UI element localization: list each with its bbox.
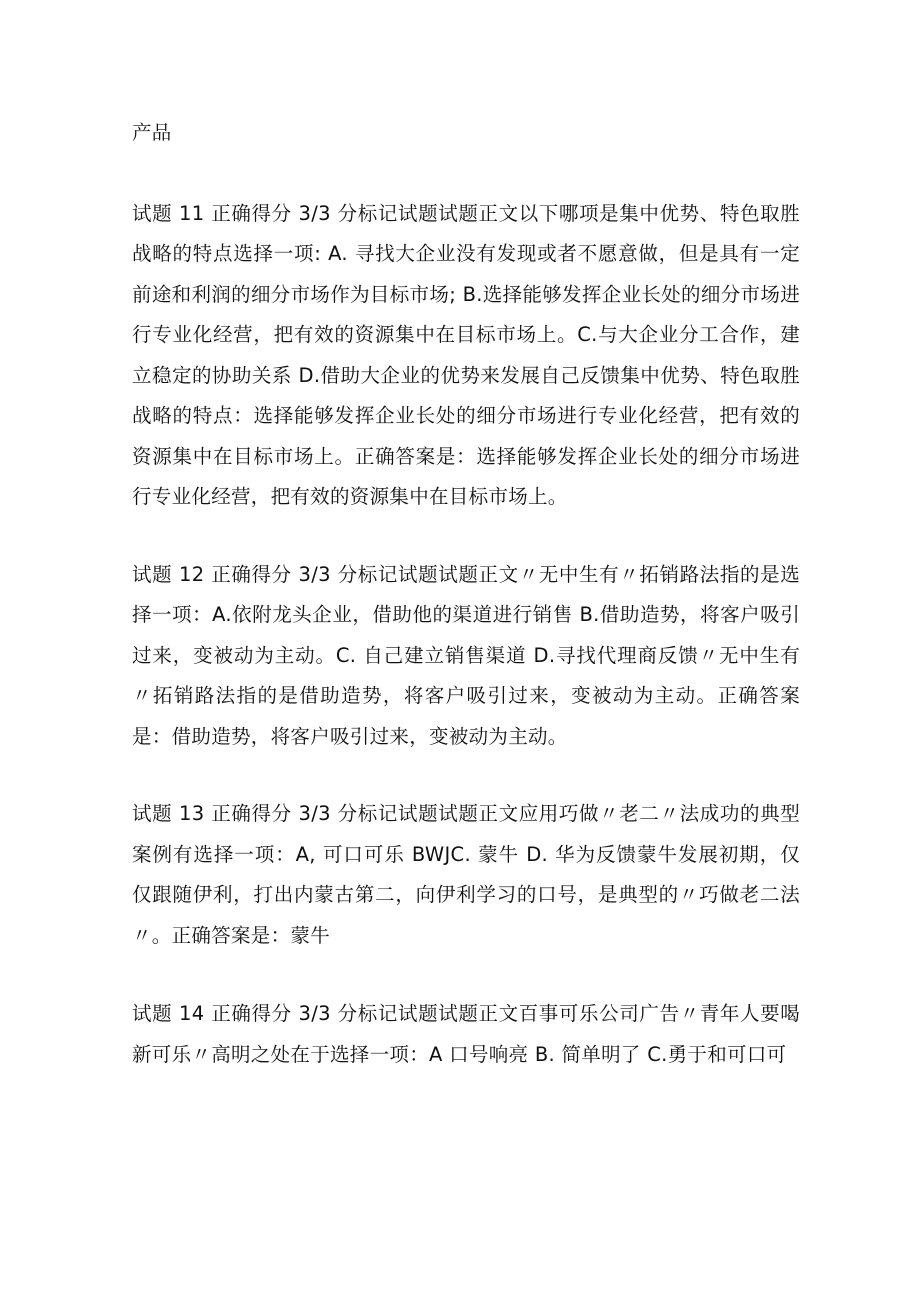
intro-text: 产品 bbox=[132, 121, 172, 144]
question-13: 试题 13 正确得分 3/3 分标记试题试题正文应用巧做〃老二〃法成功的典型案例有选择一项：A, 可口可乐 BWJC. 蒙牛 D. 华为反馈蒙牛发展初期，仅仅跟随伊利，打出内蒙古第二，向伊利学习的口号，是典型的〃巧做老二法〃。正确答案是：蒙牛 bbox=[132, 802, 800, 947]
question-12: 试题 12 正确得分 3/3 分标记试题试题正文〃无中生有〃拓销路法指的是选择一项：A.依附龙头企业，借助他的渠道进行销售 B.借助造势，将客户吸引过来，变被动为主动。C. 自己建立销售渠道 D.寻找代理商反馈〃无中生有〃拓销路法指的是借助造势，将客户吸引过来，变被动为主动。正确答案是：借助造势，将客户吸引过来，变被动为主动。 bbox=[132, 562, 800, 748]
question-14: 试题 14 正确得分 3/3 分标记试题试题正文百事可乐公司广告〃青年人要喝新可乐〃高明之处在于选择一项：A 口号响亮 B. 简单明了 C.勇于和可口可 bbox=[132, 1002, 800, 1066]
question-11: 试题 11 正确得分 3/3 分标记试题试题正文以下哪项是集中优势、特色取胜战略的特点选择一项: A. 寻找大企业没有发现或者不愿意做，但是具有一定前途和利润的细分市场作为目标市场; B.选择能够发挥企业长处的细分市场进行专业化经营，把有效的资源集中在目标市场上。C.与大企业分工合作，建立稳定的协助关系 D.借助大企业的优势来发展自己反馈集中优势、特色取胜战略的特点：选择能够发挥企业长处的细分市场进行专业化经营，把有效的资源集中在目标市场上。正确答案是：选择能够发挥企业长处的细分市场进行专业化经营，把有效的资源集中在目标市场上。 bbox=[132, 201, 800, 508]
